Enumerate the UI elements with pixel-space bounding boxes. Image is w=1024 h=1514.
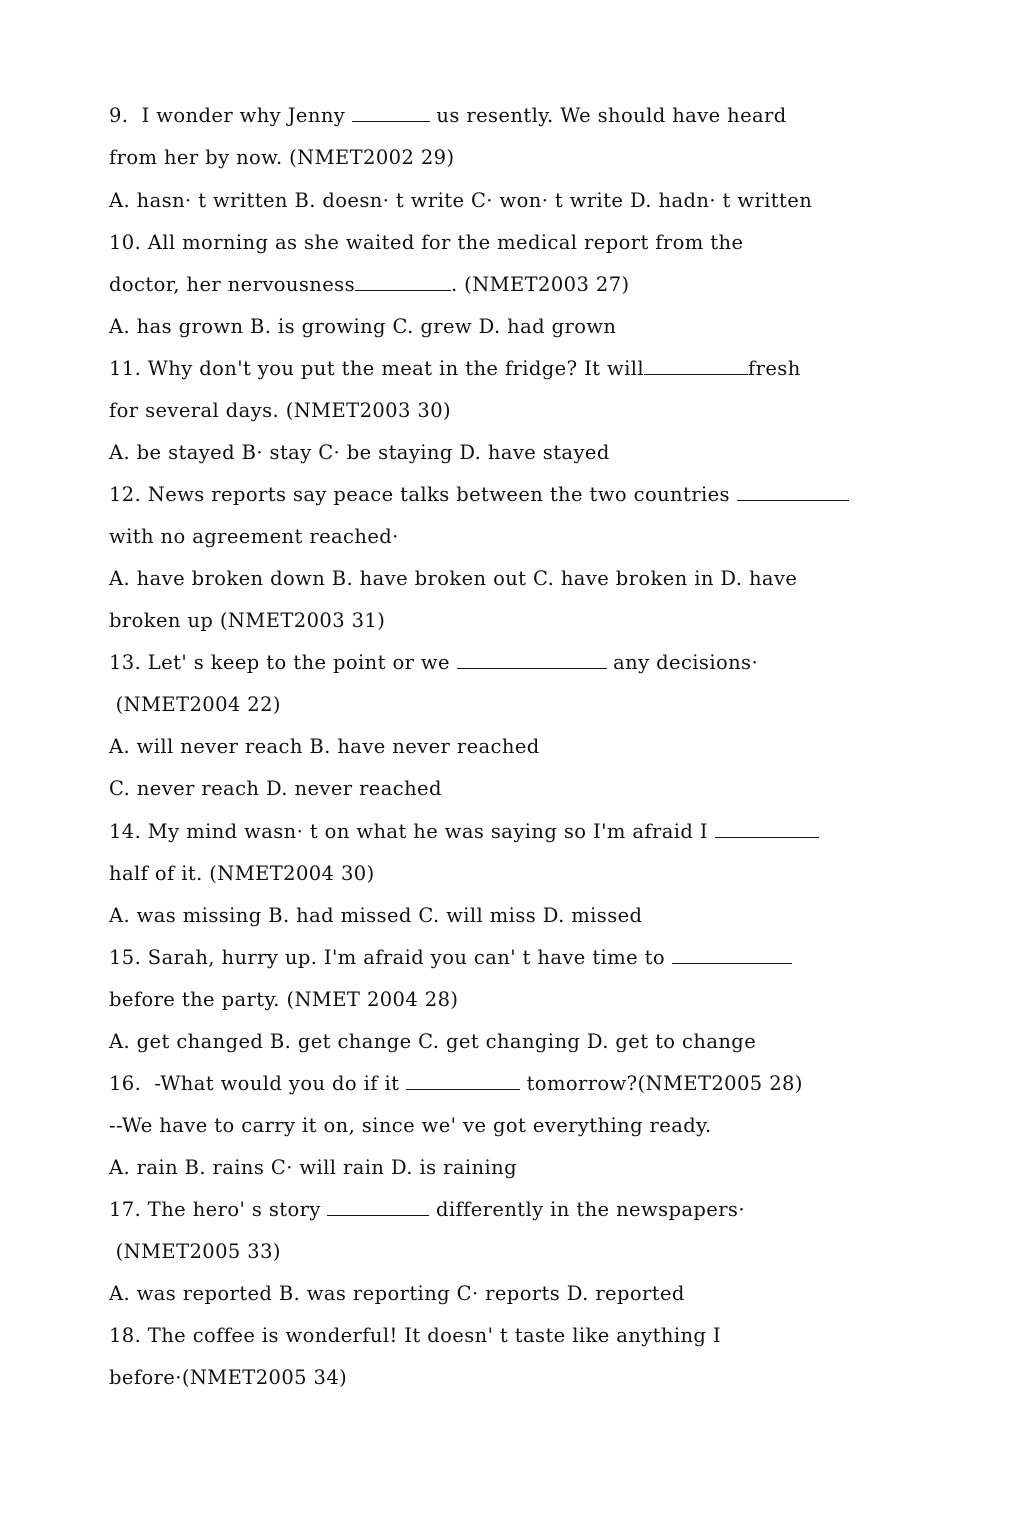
question-15-line-1 [109, 946, 792, 970]
question-14-options: A. was missing B. had missed C. will miss D. missed [109, 904, 643, 927]
answer-blank [457, 651, 607, 669]
text: tomorrow?(NMET2005 28) [519, 1072, 803, 1095]
answer-blank [327, 1198, 429, 1216]
text: 16. -What would you do if it [109, 1072, 406, 1095]
question-12-options-2: broken up (NMET2003 31) [109, 609, 386, 632]
question-12-line-1 [109, 483, 849, 507]
answer-blank [737, 483, 849, 501]
question-9-options: A. hasn· t written B. doesn· t write C· won· t write D. hadn· t written [109, 189, 813, 212]
question-11-options: A. be stayed B· stay C· be staying D. have stayed [109, 441, 610, 464]
question-16-line-2: --We have to carry it on, since we' ve got everything ready. [109, 1114, 712, 1137]
question-17-options: A. was reported B. was reporting C· reports D. reported [109, 1282, 685, 1305]
question-13-line-1 [109, 651, 758, 675]
text: 13. Let' s keep to the point or we [109, 651, 457, 674]
text: 17. The hero' s story [109, 1198, 328, 1221]
question-12-options-1: A. have broken down B. have broken out C. have broken in D. have [109, 567, 798, 590]
question-10-line-2 [109, 273, 630, 297]
question-14-line-1 [109, 820, 819, 844]
question-17-line-2: (NMET2005 33) [109, 1240, 281, 1263]
question-15-line-2: before the party. (NMET 2004 28) [109, 988, 459, 1011]
question-16-line-1 [109, 1072, 803, 1096]
answer-blank [352, 104, 430, 122]
text: 12. News reports say peace talks between the two countries [109, 483, 737, 506]
answer-blank [672, 946, 792, 964]
text: any decisions· [606, 651, 759, 674]
text: 15. Sarah, hurry up. I'm afraid you can' t have time to [109, 946, 672, 969]
question-9-line-2: from her by now. (NMET2002 29) [109, 146, 455, 169]
text: 14. My mind wasn· t on what he was saying so I'm afraid I [109, 820, 715, 843]
question-9-line-1 [109, 104, 787, 128]
question-10-options: A. has grown B. is growing C. grew D. had grown [109, 315, 617, 338]
question-18-line-1: 18. The coffee is wonderful! It doesn' t taste like anything I [109, 1324, 722, 1347]
question-13-options-2: C. never reach D. never reached [109, 777, 442, 800]
text: fresh [748, 357, 801, 380]
text: 11. Why don't you put the meat in the fridge? It will [109, 357, 645, 380]
question-17-line-1 [109, 1198, 745, 1222]
question-14-line-2: half of it. (NMET2004 30) [109, 862, 375, 885]
question-15-options: A. get changed B. get change C. get changing D. get to change [109, 1030, 757, 1053]
answer-blank [644, 357, 748, 375]
question-13-line-2: (NMET2004 22) [109, 693, 281, 716]
text: . (NMET2003 27) [450, 273, 630, 296]
question-10-line-1: 10. All morning as she waited for the medical report from the [109, 231, 744, 254]
answer-blank [406, 1072, 520, 1090]
text: differently in the newspapers· [429, 1198, 745, 1221]
question-11-line-2: for several days. (NMET2003 30) [109, 399, 452, 422]
question-11-line-1 [109, 357, 801, 381]
question-16-options: A. rain B. rains C· will rain D. is raining [109, 1156, 517, 1179]
question-12-line-2: with no agreement reached· [109, 525, 399, 548]
text: us resently. We should have heard [429, 104, 787, 127]
question-13-options-1: A. will never reach B. have never reached [109, 735, 540, 758]
text: doctor, her nervousness [109, 273, 355, 296]
answer-blank [715, 820, 819, 838]
answer-blank [355, 273, 451, 291]
text: 9. I wonder why Jenny [109, 104, 352, 127]
question-18-line-2: before·(NMET2005 34) [109, 1366, 348, 1389]
